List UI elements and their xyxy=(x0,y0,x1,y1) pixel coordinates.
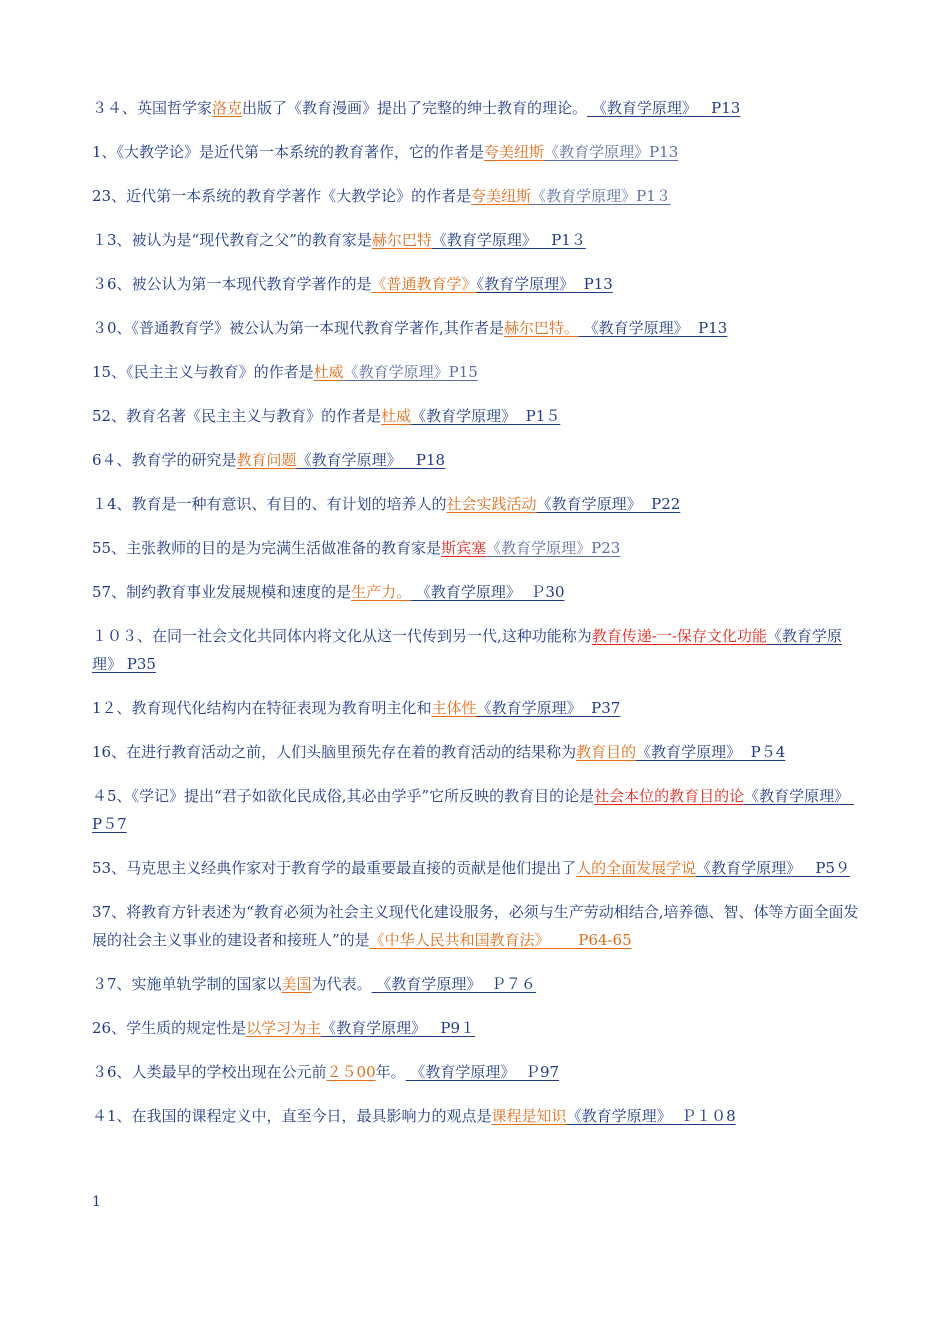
question-entry xyxy=(92,578,862,606)
answer-text: 洛克 xyxy=(212,99,243,117)
reference-link[interactable]: 《教育学原理》P15 xyxy=(343,363,478,381)
question-text: 1２、教育现代化结构内在特征表现为教育明主化和 xyxy=(92,699,432,717)
answer-text: 社会实践活动 xyxy=(446,495,537,513)
question-entry xyxy=(92,138,862,166)
reference-link[interactable]: 《教育学原理》 Ｐ30 xyxy=(411,583,565,601)
question-text: 53、马克思主义经典作家对于教育学的最重要最直接的贡献是他们提出了 xyxy=(92,859,577,877)
reference-link[interactable]: 《教育学原理》 P37 xyxy=(476,699,621,717)
question-entry xyxy=(92,490,862,518)
reference-link[interactable]: 《教育学原理》 Ｐ97 xyxy=(405,1063,560,1081)
question-text: ３7、实施单轨学制的国家以 xyxy=(92,975,282,993)
question-entry xyxy=(92,622,862,678)
question-text: ３0、《普通教育学》被公认为第一本现代教育学著作,其作者是 xyxy=(92,319,504,337)
answer-text: 生产力。 xyxy=(351,583,412,601)
answer-text: 夸美纽斯 xyxy=(471,187,532,205)
answer-text: 教育目的 xyxy=(576,743,637,761)
answer-text: 人的全面发展学说 xyxy=(576,859,697,877)
reference-link[interactable]: 《教育学原理》 P５4 xyxy=(636,743,786,761)
question-entry xyxy=(92,226,862,254)
reference-link[interactable]: 《教育学原理》 Ｐ７６ xyxy=(371,975,536,993)
answer-text: 社会本位的教育目的论 xyxy=(594,787,745,805)
question-text: 为代表。 xyxy=(311,975,372,993)
reference-link[interactable]: 《教育学原理》 P13 xyxy=(578,319,728,337)
question-text: 23、近代第一本系统的教育学著作《大教学论》的作者是 xyxy=(92,187,472,205)
answer-text: 教育问题 xyxy=(236,451,297,469)
question-entry xyxy=(92,1014,862,1042)
reference-link[interactable]: 《教育学原理》 P５7 xyxy=(92,787,854,833)
question-entry xyxy=(92,534,862,562)
reference-link[interactable]: 《教育学原理》P1３ xyxy=(531,187,671,205)
answer-text: 杜威 xyxy=(313,363,344,381)
answer-text: 斯宾塞 xyxy=(441,539,487,557)
question-entry xyxy=(92,854,862,882)
answer-text: ２５00 xyxy=(326,1063,376,1081)
answer-text: 美国 xyxy=(281,975,312,993)
question-text: １０３、在同一社会文化共同体内将文化从这一代传到另一代,这种功能称为 xyxy=(92,627,592,645)
question-entry xyxy=(92,738,862,766)
answer-text: 赫尔巴特。 xyxy=(503,319,579,337)
answer-text: 夸美纽斯 xyxy=(484,143,545,161)
question-entry xyxy=(92,182,862,210)
question-entry xyxy=(92,446,862,474)
question-entry xyxy=(92,358,862,386)
question-entry xyxy=(92,898,862,954)
question-text: 6４、教育学的研究是 xyxy=(92,451,237,469)
reference-link[interactable]: 《教育学原理》P23 xyxy=(486,539,621,557)
question-entry xyxy=(92,970,862,998)
question-text: ４1、在我国的课程定义中，直至今日，最具影响力的观点是 xyxy=(92,1107,492,1125)
answer-text: 以学习为主 xyxy=(246,1019,322,1037)
question-entry xyxy=(92,402,862,430)
question-entry xyxy=(92,1058,862,1086)
question-entry xyxy=(92,270,862,298)
reference-link[interactable]: 《教育学原理》 P5９ xyxy=(696,859,851,877)
answer-text: 《中华人民共和国教育法》 P64-65 xyxy=(369,931,632,949)
question-text: 57、制约教育事业发展规模和速度的是 xyxy=(92,583,352,601)
reference-link[interactable]: 《教育学原理》 P35 xyxy=(92,627,842,673)
question-text: 26、学生质的规定性是 xyxy=(92,1019,247,1037)
question-text: ３6、被公认为第一本现代教育学著作的是 xyxy=(92,275,372,293)
question-list xyxy=(92,94,862,1146)
question-entry xyxy=(92,1102,862,1130)
question-text: 出版了《教育漫画》提出了完整的绅士教育的理论。 xyxy=(242,99,588,117)
question-entry xyxy=(92,782,862,838)
question-text: １3、被认为是“现代教育之父”的教育家是 xyxy=(92,231,372,249)
reference-link[interactable]: 《教育学原理》 P1３ xyxy=(431,231,586,249)
question-text: 55、主张教师的目的是为完满生活做准备的教育家是 xyxy=(92,539,442,557)
question-text: 16、在进行教育活动之前，人们头脑里预先存在着的教育活动的结果称为 xyxy=(92,743,577,761)
reference-link[interactable]: 《教育学原理》 P13 xyxy=(587,99,741,117)
reference-link[interactable]: 《教育学原理》 P9１ xyxy=(321,1019,476,1037)
page-number: 1 xyxy=(92,1194,101,1210)
question-text: 37、将教育方针表述为“教育必须为社会主义现代化建设服务，必须与生产劳动相结合,培养德、智、体等方面全面发展的社会主义事业的建设者和接班人”的是 xyxy=(92,903,859,949)
question-text: ４5、《学记》提出“君子如欲化民成俗,其必由学乎”它所反映的教育目的论是 xyxy=(92,787,595,805)
answer-text: 赫尔巴特 xyxy=(371,231,432,249)
reference-link[interactable]: 《教育学原理》 P22 xyxy=(536,495,681,513)
reference-link[interactable]: 《教育学原理》P13 xyxy=(544,143,679,161)
question-text: 1、《大教学论》是近代第一本系统的教育著作，它的作者是 xyxy=(92,143,485,161)
question-text: 年。 xyxy=(375,1063,406,1081)
reference-link[interactable]: 《教育学原理》 P18 xyxy=(296,451,446,469)
question-text: ３6、人类最早的学校出现在公元前 xyxy=(92,1063,327,1081)
answer-text: 教育传递-一-保存文化功能 xyxy=(591,627,767,645)
question-entry xyxy=(92,694,862,722)
answer-text: 课程是知识 xyxy=(491,1107,567,1125)
question-entry xyxy=(92,94,862,122)
answer-text: 《普通教育学》 xyxy=(371,275,477,293)
answer-text: 主体性 xyxy=(431,699,477,717)
question-text: 52、教育名著《民主主义与教育》的作者是 xyxy=(92,407,382,425)
question-text: ３４、英国哲学家 xyxy=(92,99,213,117)
answer-text: 杜威 xyxy=(381,407,412,425)
question-text: １4、教育是一种有意识、有目的、有计划的培养人的 xyxy=(92,495,447,513)
reference-link[interactable]: 《教育学原理》 P1５ xyxy=(411,407,561,425)
reference-link[interactable]: 《教育学原理》 P13 xyxy=(476,275,613,293)
question-text: 15、《民主主义与教育》的作者是 xyxy=(92,363,314,381)
question-entry xyxy=(92,314,862,342)
reference-link[interactable]: 《教育学原理》 Ｐ１０8 xyxy=(566,1107,736,1125)
